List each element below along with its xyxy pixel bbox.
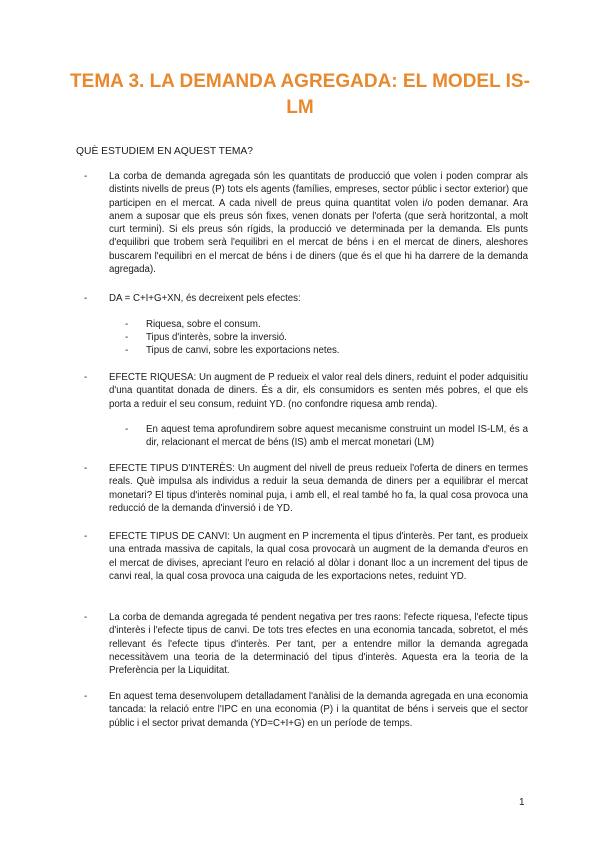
sub-list-item-text: Tipus d'interès, sobre la inversió. (146, 332, 287, 343)
bullet-dash: - (125, 332, 129, 343)
list-item (84, 371, 528, 411)
section-heading: QUÈ ESTUDIEM EN AQUEST TEMA? (76, 146, 253, 157)
bullet-dash: - (84, 171, 88, 182)
list-item-text: EFECTE TIPUS D'INTERÈS: Un augment del nivell de preus redueix l'oferta de diners en termes reals. Què impulsa als individus a reduir la seua demanda de diners per a equilibrar el mercat monetari? El tipus d'interès nominal puja, i amb ell, el real també ho fa, la qual cosa provoca una reducció de la demanda d'inversió i de YD. (109, 463, 528, 514)
page-number: 1 (519, 797, 525, 808)
list-item (84, 170, 528, 276)
sub-list-item (125, 318, 528, 331)
list-item-text: EFECTE RIQUESA: Un augment de P redueix el valor real dels diners, reduint el poder adquisitiu d'una quantitat donada de diners. És a dir, els consumidors es senten més pobres, el que els porta a reduir el seu consum, reduint YD. (no confondre riquesa amb renda). (109, 372, 528, 410)
list-item (84, 690, 528, 730)
bullet-dash: - (84, 293, 88, 304)
sub-list-item (125, 344, 528, 357)
list-item-text: DA = C+I+G+XN, és decreixent pels efectes: (109, 293, 301, 304)
list-item (84, 530, 528, 583)
page-title: TEMA 3. LA DEMANDA AGREGADA: EL MODEL IS-LM (70, 71, 530, 118)
list-item (84, 292, 528, 305)
bullet-dash: - (125, 424, 129, 435)
sub-list-item-text: Riquesa, sobre el consum. (146, 319, 261, 330)
bullet-dash: - (84, 463, 88, 474)
sub-list-item (125, 331, 528, 344)
list-item-text: EFECTE TIPUS DE CANVI: Un augment en P incrementa el tipus d'interès. Per tant, es produeix una entrada massiva de capitals, la qual cosa provocarà un augment de la demanda d'euros en el mercat de divises, apreciant l'euro en relació al dòlar i donant lloc a un increment del tipus de canvi real, la qual cosa provoca una caiguda de les exportacions netes, reduint YD. (109, 531, 528, 582)
bullet-dash: - (125, 319, 129, 330)
list-item (84, 462, 528, 515)
bullet-dash: - (84, 372, 88, 383)
list-item-text: La corba de demanda agregada són les quantitats de producció que volen i poden comprar als distints nivells de preus (P) tots els agents (famílies, empreses, sector públic i sector exterior) que participen en el mercat. A cada nivell de preus quina quantitat volen i/o poden demanar. Ara anem a suposar que els preus són fixes, venen donats per l'oferta (que serà horitzontal, a molt curt termini). Si els preus són rígids, la producció ve determinada per la demanda. Els punts d'equilibri que trobem serà l'equilibri en el mercat de béns i en el mercat de diners, aleshores buscarem l'equilibri en el mercat de béns i de diners (que és el que hi ha darrere de la demanda agregada). (109, 171, 528, 276)
sub-list-item (125, 423, 528, 450)
bullet-dash: - (84, 691, 88, 702)
sub-list-item-text: En aquest tema aprofundirem sobre aquest mecanisme construint un model IS-LM, és a dir, relacionant el mercat de béns (IS) amb el mercat monetari (LM) (146, 424, 528, 449)
list-item (84, 611, 528, 677)
bullet-dash: - (84, 612, 88, 623)
list-item-text: La corba de demanda agregada té pendent negativa per tres raons: l'efecte riquesa, l'efecte tipus d'interès i l'efecte tipus de canvi. De tots tres efectes en una economia tancada, sobretot, el més rellevant és l'efecte tipus d'interès. Per tant, per a entendre millor la demanda agregada necessitàvem una teoria de la determinació del tipus d'interès. Aquesta era la teoria de la Preferència per la Liquiditat. (109, 612, 528, 677)
bullet-dash: - (125, 345, 129, 356)
sub-list-item-text: Tipus de canvi, sobre les exportacions netes. (146, 345, 340, 356)
bullet-dash: - (84, 531, 88, 542)
list-item-text: En aquest tema desenvolupem detalladament l'anàlisi de la demanda agregada en una economia tancada: la relació entre l'IPC en una economia (P) i la quantitat de béns i serveis que el sector públic i el sector privat demanda (YD=C+I+G) en un període de temps. (109, 691, 528, 729)
